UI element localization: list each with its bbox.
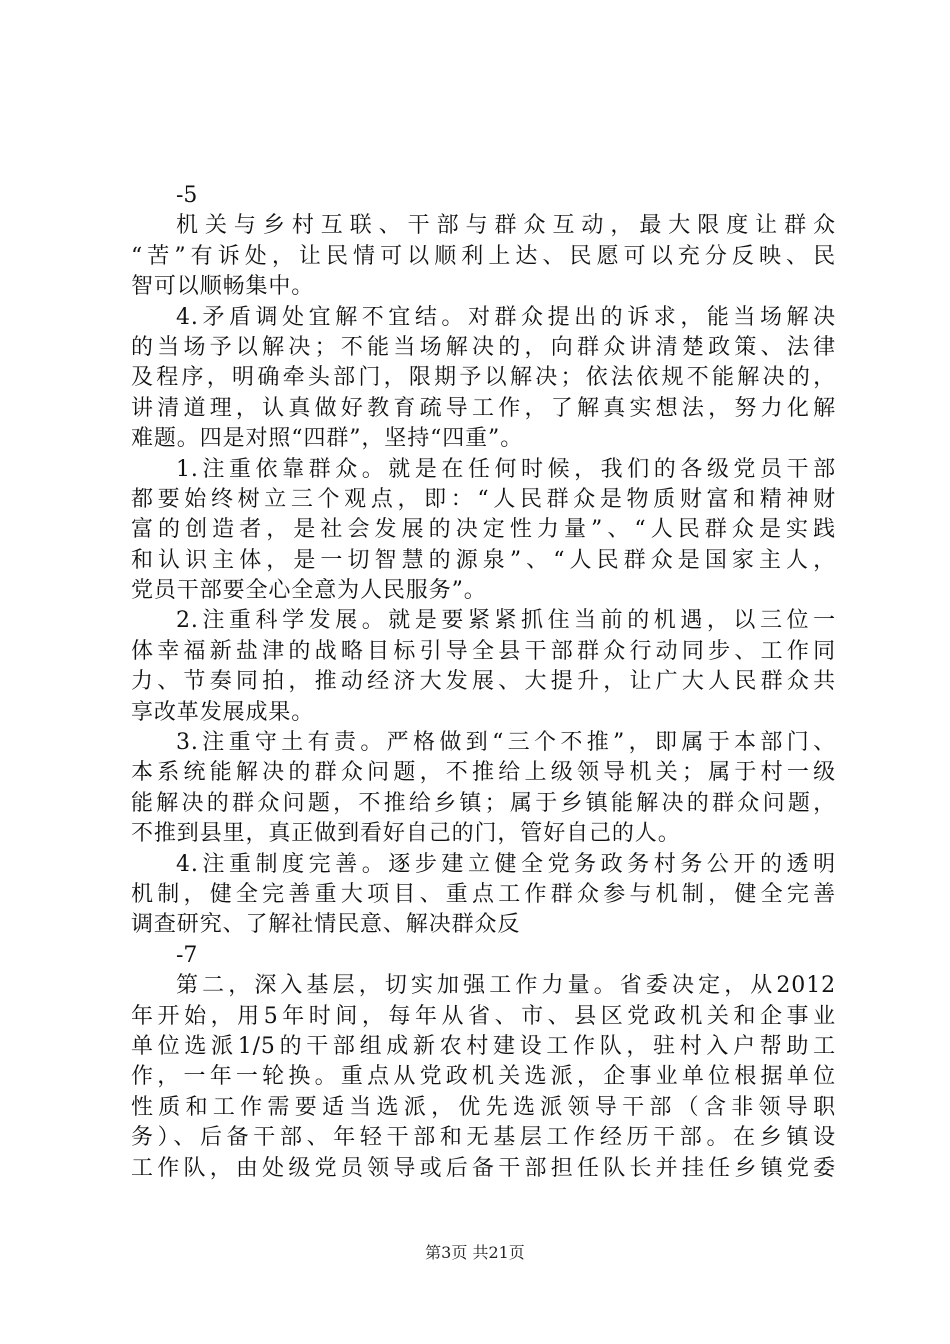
text-line: 作，一年一轮换。重点从党政机关选派，企事业单位根据单位 [131,1064,836,1090]
text-line: 单位选派1/5的干部组成新农村建设工作队，驻村入户帮助工 [131,1033,836,1059]
text-line: 第二，深入基层，切实加强工作力量。省委决定，从2012 [176,973,836,999]
text-line: 讲清道理，认真做好教育疏导工作，了解真实想法，努力化解 [131,395,836,421]
document-body [131,181,836,1184]
text-line: 富的创造者，是社会发展的决定性力量”、“人民群众是实践 [131,517,836,543]
text-line: 4.矛盾调处宜解不宜结。对群众提出的诉求，能当场解决 [176,304,836,330]
text-line: 力、节奏同拍，推动经济大发展、大提升，让广大人民群众共 [131,669,836,695]
page-footer: 第3页 共21页 [425,1243,525,1262]
text-line: 调查研究、了解社情民意、解决群众反 [131,912,521,938]
text-line: 年开始，用5年时间，每年从省、市、县区党政机关和企事业 [131,1003,836,1029]
text-line: 难题。四是对照“四群”，坚持“四重”。 [131,426,524,452]
text-line: “苦”有诉处，让民情可以顺利上达、民愿可以充分反映、民 [131,243,836,269]
text-line: 务）、后备干部、年轻干部和无基层工作经历干部。在乡镇设 [131,1125,836,1151]
text-line: 党员干部要全心全意为人民服务”。 [131,578,487,604]
text-line: 能解决的群众问题，不推给乡镇；属于乡镇能解决的群众问题， [131,790,836,816]
text-line: 2.注重科学发展。就是要紧紧抓住当前的机遇，以三位一 [176,608,836,634]
text-line: 性质和工作需要适当选派，优先选派领导干部（含非领导职 [131,1094,836,1120]
text-line: 及程序，明确牵头部门，限期予以解决；依法依规不能解决的， [131,365,836,391]
text-line: 4.注重制度完善。逐步建立健全党务政务村务公开的透明 [176,851,836,877]
page-marker: -5 [176,183,198,208]
text-line: 的当场予以解决；不能当场解决的，向群众讲清楚政策、法律 [131,334,836,360]
text-line: 和认识主体，是一切智慧的源泉”、“人民群众是国家主人， [131,547,836,573]
text-line: 享改革发展成果。 [131,699,315,725]
text-line: 体幸福新盐津的战略目标引导全县干部群众行动同步、工作同 [131,638,836,664]
text-line: 都要始终树立三个观点，即：“人民群众是物质财富和精神财 [131,486,836,512]
text-line: 工作队，由处级党员领导或后备干部担任队长并挂任乡镇党委 [131,1155,836,1181]
text-line: 本系统能解决的群众问题，不推给上级领导机关；属于村一级 [131,760,836,786]
text-line: 智可以顺畅集中。 [131,274,315,300]
text-line: 1.注重依靠群众。就是在任何时候，我们的各级党员干部 [176,456,836,482]
text-line: 机关与乡村互联、干部与群众互动，最大限度让群众 [176,213,836,239]
text-line: 不推到县里，真正做到看好自己的门，管好自己的人。 [131,821,681,847]
text-line: 3.注重守土有责。严格做到“三个不推”，即属于本部门、 [176,730,836,756]
page-marker: -7 [176,942,198,968]
text-line: 机制，健全完善重大项目、重点工作群众参与机制，健全完善 [131,881,836,907]
